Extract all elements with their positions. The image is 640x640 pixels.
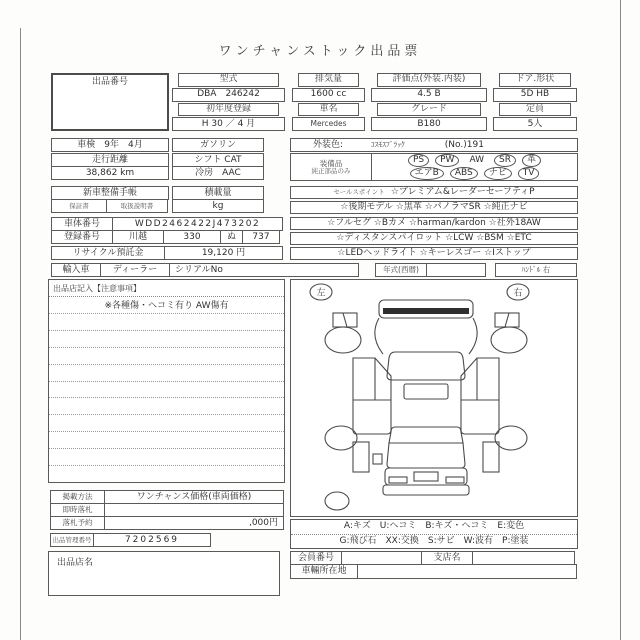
damage-diagram-box bbox=[290, 279, 578, 517]
import-row-left bbox=[51, 263, 361, 277]
listing-method-value: ワンチャンス価格(車両価格) bbox=[104, 490, 284, 504]
management-number-row bbox=[50, 533, 212, 547]
capacity-header: 定員 bbox=[499, 103, 571, 117]
reg-class-cell: 330 bbox=[163, 230, 221, 244]
auction-number-box bbox=[51, 73, 169, 131]
exterior-color-value: ｺｽﾓｽﾌﾞﾗｯｸ bbox=[371, 140, 405, 150]
reserve-bid-row bbox=[50, 516, 285, 530]
notes-line-6 bbox=[49, 382, 284, 399]
equip-airbag: エアB bbox=[410, 167, 444, 180]
shift-cell: シフト CAT bbox=[172, 153, 264, 167]
vin-row bbox=[51, 217, 284, 231]
first-registration-header: 初年度登録 bbox=[178, 103, 279, 117]
seller-store-label: 出品店名 bbox=[57, 558, 94, 568]
displacement-column bbox=[292, 73, 365, 132]
member-number-label: 会員番号 bbox=[290, 551, 342, 565]
equip-aw: AW bbox=[469, 155, 485, 165]
grade-header: グレード bbox=[377, 103, 481, 117]
listing-method-label: 掲載方法 bbox=[50, 490, 105, 504]
seller-store-box bbox=[48, 551, 280, 596]
load-label-cell: 積載量 bbox=[172, 186, 264, 200]
first-registration-value: H 30 ／ 4 月 bbox=[172, 117, 285, 131]
reg-area-cell: 川越 bbox=[112, 230, 164, 244]
sales-point-label: セールスポイント bbox=[333, 188, 385, 197]
import-label-cell: 輸入車 bbox=[51, 263, 101, 277]
sales-point-row5: ☆LEDヘッドライト ☆キーレスゴー ☆Iストップ bbox=[290, 247, 578, 260]
grade-value: B180 bbox=[371, 117, 487, 131]
grade-point-value: 4.5 B bbox=[371, 88, 487, 102]
model-year-label-cell: 年式(西暦) bbox=[375, 263, 427, 277]
door-shape-column bbox=[493, 73, 577, 132]
warranty-cell: 保証書 bbox=[51, 199, 107, 213]
model-code-header: 型式 bbox=[178, 73, 279, 87]
instant-bid-label: 即時落札 bbox=[50, 503, 105, 517]
auction-number-label: 出品番号 bbox=[91, 77, 128, 87]
reserve-bid-value: ,000円 bbox=[104, 516, 284, 530]
exterior-color-number: (No.)191 bbox=[444, 139, 484, 150]
exterior-color-cell bbox=[290, 138, 578, 152]
door-shape-header: ドア.形状 bbox=[499, 73, 571, 87]
branch-name-value bbox=[472, 551, 575, 565]
damage-legend-box bbox=[290, 519, 578, 549]
member-row bbox=[290, 551, 578, 565]
model-code-value: DBA 246242 bbox=[172, 88, 285, 102]
vehicle-location-value bbox=[357, 564, 577, 579]
recycle-row bbox=[51, 246, 284, 260]
model-year-group bbox=[375, 263, 487, 277]
car-name-header: 車名 bbox=[298, 103, 359, 117]
notes-line-8 bbox=[49, 415, 284, 432]
equip-tv: TV bbox=[518, 167, 540, 180]
sales-point-row3: ☆フルセグ ☆Bカメ ☆harman/kardon ☆社外18AW bbox=[290, 217, 578, 230]
member-number-value bbox=[341, 551, 422, 565]
shaken-cell: 車検 9年 4月 bbox=[51, 138, 169, 152]
displacement-header: 排気量 bbox=[298, 73, 359, 87]
vehicle-location-row bbox=[290, 564, 578, 579]
fuel-cell: ガソリン bbox=[172, 138, 264, 152]
handle-cell: ﾊﾝﾄﾞﾙ 右 bbox=[495, 263, 577, 277]
load-value-cell: kg bbox=[172, 199, 264, 213]
diagram-right-label-glyph: 右 bbox=[513, 288, 523, 299]
sales-point-line1: ☆プレミアム&レーダーセーフティP bbox=[390, 187, 535, 197]
notes-header: 出品店記入【注意事項】 bbox=[49, 280, 284, 297]
equipment-items bbox=[371, 153, 578, 181]
notes-box bbox=[48, 279, 285, 483]
car-name-value: Mercedes bbox=[292, 117, 365, 131]
displacement-value: 1600 cc bbox=[292, 88, 365, 102]
management-number-value: 7202569 bbox=[93, 533, 211, 547]
listing-method-row bbox=[50, 490, 285, 504]
equip-pw: PW bbox=[435, 154, 459, 167]
reg-kana-cell: ぬ bbox=[220, 230, 243, 244]
manual-cell: 取扱説明書 bbox=[106, 199, 168, 213]
door-shape-value: 5D HB bbox=[493, 88, 577, 102]
notes-line-9 bbox=[49, 432, 284, 449]
instant-bid-value bbox=[104, 503, 284, 517]
equipment-block bbox=[290, 153, 578, 181]
sales-point-row2: ☆後期モデル ☆黒革 ☆パノラマSR ☆純正ナビ bbox=[290, 201, 578, 214]
aircon-cell: 冷房 AAC bbox=[172, 166, 264, 180]
import-channel-cell: ディーラー bbox=[100, 263, 170, 277]
equipment-label-top: 装備品 bbox=[319, 159, 343, 168]
model-code-column bbox=[172, 73, 285, 132]
equip-ps: PS bbox=[408, 154, 429, 167]
mileage-label-cell: 走行距離 bbox=[51, 153, 169, 167]
equipment-labels bbox=[290, 153, 372, 181]
legend-line-1: A:キズ U:ヘコミ B:キズ・ヘコミ E:変色 bbox=[291, 520, 577, 535]
equip-sr: SR bbox=[494, 154, 516, 167]
page-left-border bbox=[20, 28, 21, 640]
sheet-title: ワンチャンストック出品票 bbox=[218, 44, 422, 59]
warranty-manual-row bbox=[51, 199, 169, 213]
vin-label-cell: 車体番号 bbox=[51, 217, 113, 231]
equip-navi: ナビ bbox=[484, 167, 512, 180]
reg-label-cell: 登録番号 bbox=[51, 230, 113, 244]
notes-line-5 bbox=[49, 365, 284, 382]
mileage-value-cell: 38,862 km bbox=[51, 166, 169, 180]
equip-abs: ABS bbox=[450, 167, 478, 180]
legend-line-2: G:飛び石 XX:交換 S:サビ W:波有 P:塗装 bbox=[291, 535, 577, 549]
management-number-label: 出品管理番号 bbox=[50, 533, 94, 547]
recycle-value-cell: 19,120 円 bbox=[164, 246, 283, 260]
notes-line-7 bbox=[49, 398, 284, 415]
instant-bid-row bbox=[50, 503, 285, 517]
sales-point-row4: ☆ディスタンスパイロット ☆LCW ☆BSM ☆ETC bbox=[290, 232, 578, 245]
exterior-color-row bbox=[290, 138, 578, 152]
notes-line-11 bbox=[49, 466, 284, 482]
notes-line-2 bbox=[49, 314, 284, 331]
registration-row bbox=[51, 230, 284, 244]
notes-line-3 bbox=[49, 331, 284, 348]
equip-leather: 革 bbox=[522, 154, 541, 167]
exterior-color-label: 外装色: bbox=[313, 139, 344, 150]
sales-point-row1 bbox=[290, 186, 578, 199]
diagram-left-label-glyph: 左 bbox=[316, 288, 326, 299]
grade-point-header: 評価点(外装.内装) bbox=[377, 73, 481, 87]
serial-no-cell: シリアルNo bbox=[169, 263, 359, 277]
service-book-cell: 新車整備手帳 bbox=[51, 186, 169, 200]
vin-value-cell: WDD2462422J473202 bbox=[112, 217, 283, 231]
capacity-value: 5人 bbox=[493, 117, 577, 131]
vehicle-location-label: 車輛所在地 bbox=[290, 564, 358, 579]
equipment-label-bottom: 純正部品のみ bbox=[311, 166, 351, 175]
notes-line-10 bbox=[49, 449, 284, 466]
reserve-bid-label: 落札予約 bbox=[50, 516, 105, 530]
equipment-items-row1 bbox=[405, 154, 544, 167]
page-right-border bbox=[620, 0, 621, 640]
branch-name-label: 支店名 bbox=[421, 551, 473, 565]
notes-line-1: ※各種傷・ヘコミ有り AW傷有 bbox=[49, 297, 284, 314]
equipment-items-row2 bbox=[407, 167, 543, 180]
notes-line-4 bbox=[49, 348, 284, 365]
car-damage-diagram bbox=[291, 280, 577, 516]
grade-point-column bbox=[371, 73, 487, 132]
model-year-value-cell bbox=[426, 263, 486, 277]
reg-number-cell: 737 bbox=[242, 230, 280, 244]
recycle-label-cell: リサイクル預託金 bbox=[51, 246, 165, 260]
